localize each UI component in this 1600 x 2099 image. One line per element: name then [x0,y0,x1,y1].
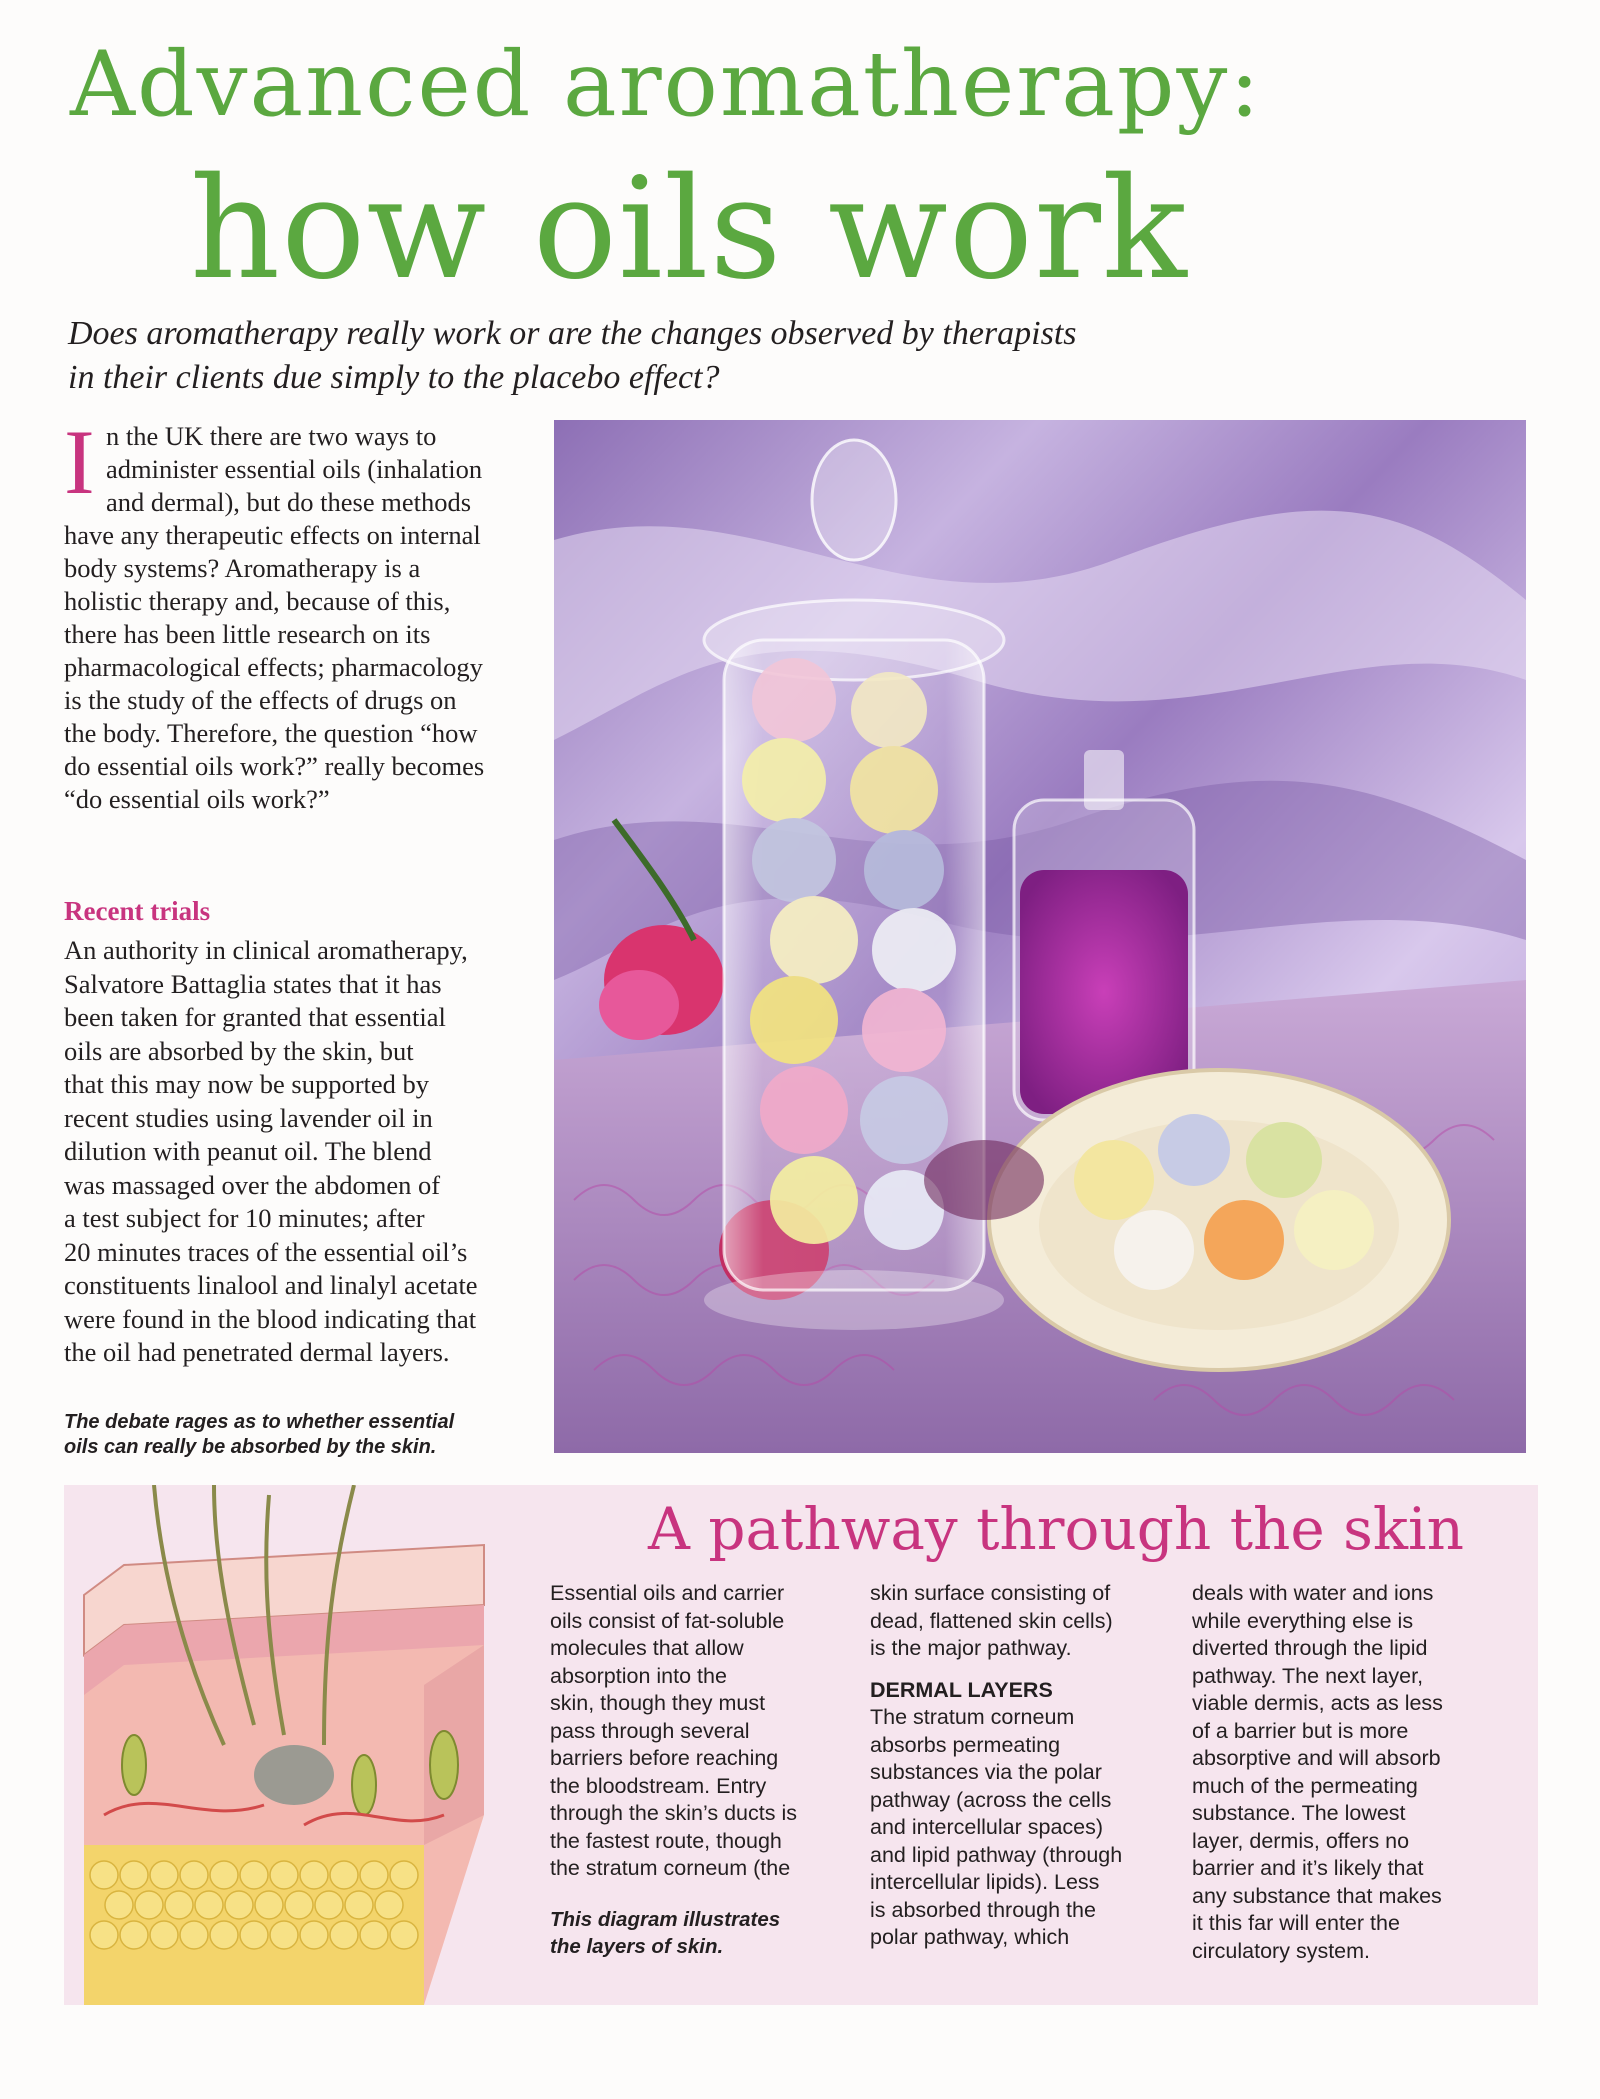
standfirst [68,312,1188,400]
caption-line: the layers of skin. [550,1935,724,1958]
intro-line: and dermal), but do these methods [106,487,472,517]
column-line: skin, though they must [550,1691,766,1715]
column-line: circulatory system. [1192,1938,1371,1963]
body-line: dilution with peanut oil. The blend [64,1136,432,1166]
body-line: been taken for granted that essential [64,1002,446,1032]
pathway-column-1 [550,1580,840,1883]
column-line: viable dermis, acts as less [1192,1691,1443,1715]
column-line: layer, dermis, offers no [1192,1828,1410,1853]
column-line: pathway (across the cells [870,1787,1112,1812]
column-line: absorptive and will absorb [1192,1746,1441,1770]
intro-line: pharmacological effects; pharmacology [64,652,483,682]
column-line: Essential oils and carrier [550,1581,785,1605]
body-line: An authority in clinical aromatherapy, [64,935,468,965]
column-line: much of the permeating [1192,1773,1418,1798]
column-line: oils consist of fat-soluble [550,1608,785,1633]
column-line: diverted through the lipid [1192,1636,1428,1660]
intro-line: “do essential oils work?” [64,784,330,814]
column-line: through the skin’s ducts is [550,1801,797,1825]
column-line: and intercellular spaces) [870,1815,1104,1839]
caption-line: This diagram illustrates [550,1908,781,1931]
column-line: polar pathway, which [870,1925,1070,1949]
column-line: substance. The lowest [1192,1801,1406,1825]
recent-trials-paragraph [64,934,534,1370]
aromatherapy-photo [554,420,1526,1453]
column-line: barrier and it’s likely that [1192,1856,1424,1880]
column-line: skin surface consisting of [870,1581,1111,1605]
column-line: is the major pathway. [870,1636,1072,1660]
standfirst-line: in their clients due simply to the placebo effect? [68,359,720,396]
body-line: recent studies using lavender oil in [64,1102,433,1133]
column-line: barriers before reaching [550,1746,779,1770]
column-line: pass through several [550,1718,750,1743]
column-line: substances via the polar [870,1760,1102,1784]
dermal-layers-heading: DERMAL LAYERS [870,1677,1053,1702]
title-line-2: how oils work [190,148,1188,311]
pathway-column-3 [1192,1580,1482,1965]
column-line: pathway. The next layer, [1192,1663,1424,1688]
caption-line: The debate rages as to whether essential [64,1411,455,1433]
body-line: were found in the blood indicating that [64,1303,477,1334]
column-line: absorbs permeating [870,1732,1061,1757]
intro-line: is the study of the effects of drugs on [64,685,457,715]
column-line: it this far will enter the [1192,1911,1400,1935]
standfirst-line: Does aromatherapy really work or are the changes observed by therapists [68,315,1077,352]
column-line: molecules that allow [550,1636,744,1660]
intro-paragraph [64,420,524,816]
intro-line: body systems? Aromatherapy is a [64,553,421,583]
column-line: while everything else is [1192,1608,1414,1633]
pathway-title: A pathway through the skin [648,1495,1464,1563]
intro-line: do essential oils work?” really becomes [64,751,485,781]
title-line-1: Advanced aromatherapy: [70,32,1262,137]
column-line: is absorbed through the [870,1897,1096,1922]
body-line: was massaged over the abdomen of [64,1169,441,1200]
body-line: 20 minutes traces of the essential oil’s [64,1236,468,1267]
caption-line: oils can really be absorbed by the skin. [64,1436,437,1458]
column-line: intercellular lipids). Less [870,1870,1100,1894]
intro-line: n the UK there are two ways to [106,421,437,451]
section-heading-recent-trials: Recent trials [64,896,211,926]
intro-line: there has been little research on its [64,619,431,649]
intro-line: have any therapeutic effects on internal [64,520,481,550]
body-line: Salvatore Battaglia states that it has [64,968,442,999]
skin-layers-diagram [64,1485,534,2005]
body-line: a test subject for 10 minutes; after [64,1203,425,1233]
column-line: deals with water and ions [1192,1581,1434,1605]
column-line: dead, flattened skin cells) [870,1608,1113,1633]
body-line: oils are absorbed by the skin, but [64,1035,414,1066]
intro-line: administer essential oils (inhalation [106,454,483,484]
body-line: that this may now be supported by [64,1069,430,1099]
photo-caption [64,1410,534,1460]
body-line: constituents linalool and linalyl acetate [64,1270,478,1300]
drop-cap: I [64,411,95,513]
column-line: absorption into the [550,1663,727,1688]
column-line: and lipid pathway (through [870,1842,1123,1867]
column-line: the bloodstream. Entry [550,1773,767,1798]
column-line: of a barrier but is more [1192,1718,1409,1743]
pathway-column-2 [870,1580,1160,1952]
column-line: any substance that makes [1192,1883,1442,1908]
column-line: The stratum corneum [870,1705,1075,1729]
intro-line: holistic therapy and, because of this, [64,586,451,616]
body-line: the oil had penetrated dermal layers. [64,1337,450,1367]
column-line: the fastest route, though [550,1828,782,1853]
intro-line: the body. Therefore, the question “how [64,718,478,748]
diagram-caption [550,1906,850,1960]
column-line: the stratum corneum (the [550,1856,791,1880]
